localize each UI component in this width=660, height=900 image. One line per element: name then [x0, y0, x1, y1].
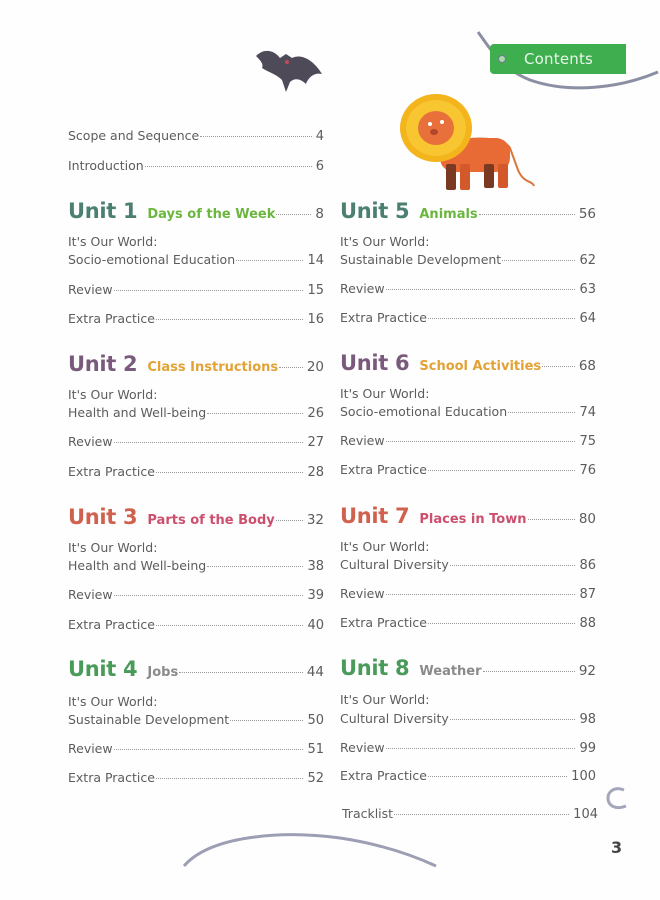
toc-entry-introduction[interactable]	[68, 158, 324, 174]
unit-title: Class Instructions	[147, 360, 279, 375]
entry-page: 52	[307, 771, 324, 786]
toc-unit-3-heading[interactable]	[68, 505, 324, 529]
toc-unit-4-heading[interactable]	[68, 657, 324, 681]
entry-label: Extra Practice	[340, 615, 427, 630]
toc-entry-unit-6-extra[interactable]	[340, 462, 596, 478]
unit-page: 44	[306, 664, 324, 680]
unit-number: Unit 1	[68, 199, 138, 223]
unit-title: Days of the Week	[147, 207, 276, 222]
entry-page: 26	[307, 406, 324, 421]
entry-page: 98	[579, 712, 596, 727]
unit-number: Unit 5	[340, 199, 410, 223]
unit-page: 32	[306, 512, 324, 528]
leader-dots	[207, 413, 303, 414]
unit-title: School Activities	[419, 359, 542, 374]
toc-entry-tracklist[interactable]	[342, 806, 598, 822]
contents-tab	[490, 44, 626, 74]
entry-label: Review	[340, 433, 385, 448]
entry-label: Tracklist	[342, 806, 394, 821]
entry-page: 15	[307, 283, 324, 298]
leader-dots	[179, 672, 303, 673]
its-our-world-label: It's Our World:	[340, 234, 430, 249]
leader-dots	[114, 595, 304, 596]
leader-dots	[230, 720, 303, 721]
unit-number: Unit 4	[68, 657, 138, 681]
entry-page: 51	[307, 742, 324, 757]
entry-label: Extra Practice	[68, 770, 155, 785]
leader-dots	[114, 442, 304, 443]
entry-page: 38	[307, 559, 324, 574]
leader-dots	[428, 776, 567, 777]
its-our-world-label: It's Our World:	[340, 386, 430, 401]
leader-dots	[156, 625, 304, 626]
leader-dots	[200, 136, 312, 137]
toc-entry-unit-4-world[interactable]	[68, 712, 324, 728]
toc-entry-unit-1-world[interactable]	[68, 252, 324, 268]
unit-title: Places in Town	[419, 512, 527, 527]
hook-decoration	[604, 786, 628, 812]
entry-page: 86	[579, 558, 596, 573]
toc-entry-unit-7-world[interactable]	[340, 557, 596, 573]
leader-dots	[279, 367, 303, 368]
entry-label: Review	[340, 281, 385, 296]
leader-dots	[542, 366, 575, 367]
toc-entry-unit-6-world[interactable]	[340, 404, 596, 420]
toc-entry-unit-3-review[interactable]	[68, 587, 324, 603]
entry-page: 88	[579, 616, 596, 631]
toc-unit-8-heading[interactable]	[340, 656, 596, 680]
entry-label: Extra Practice	[340, 768, 427, 783]
leader-dots	[528, 519, 575, 520]
entry-page: 40	[307, 618, 324, 633]
entry-label: Extra Practice	[68, 617, 155, 632]
toc-unit-1-heading[interactable]	[68, 199, 324, 223]
leader-dots	[483, 671, 575, 672]
leader-dots	[386, 594, 576, 595]
unit-title: Weather	[419, 664, 482, 679]
toc-entry-unit-5-world[interactable]	[340, 252, 596, 268]
entry-page: 64	[579, 311, 596, 326]
entry-label: Scope and Sequence	[68, 128, 200, 143]
unit-number: Unit 6	[340, 351, 410, 375]
leader-dots	[114, 290, 304, 291]
unit-number: Unit 2	[68, 352, 138, 376]
toc-entry-unit-8-extra[interactable]	[340, 768, 596, 784]
its-our-world-label: It's Our World:	[340, 692, 430, 707]
leader-dots	[207, 566, 303, 567]
toc-entry-unit-8-review[interactable]	[340, 740, 596, 756]
its-our-world-label: It's Our World:	[68, 694, 158, 709]
leader-dots	[156, 319, 304, 320]
entry-label: Introduction	[68, 158, 144, 173]
leader-dots	[276, 520, 303, 521]
unit-number: Unit 3	[68, 505, 138, 529]
leader-dots	[428, 623, 576, 624]
page-number: 3	[611, 838, 623, 857]
entry-label: Socio-emotional Education	[340, 404, 508, 419]
unit-title: Parts of the Body	[147, 513, 275, 528]
unit-page: 56	[578, 206, 596, 222]
entry-label: Cultural Diversity	[340, 557, 449, 572]
toc-entry-unit-2-review[interactable]	[68, 434, 324, 450]
entry-page: 104	[573, 807, 598, 822]
entry-label: Health and Well-being	[68, 405, 207, 420]
entry-page: 28	[307, 465, 324, 480]
toc-entry-unit-7-review[interactable]	[340, 586, 596, 602]
leader-dots	[156, 778, 304, 779]
entry-label: Review	[68, 434, 113, 449]
toc-entry-unit-4-extra[interactable]	[68, 770, 324, 786]
swoosh-decoration	[180, 826, 440, 870]
unit-page: 92	[578, 663, 596, 679]
toc-entry-unit-5-review[interactable]	[340, 281, 596, 297]
tab-hole-icon	[498, 55, 506, 63]
toc-unit-2-heading[interactable]	[68, 352, 324, 376]
entry-page: 27	[307, 435, 324, 450]
toc-entry-scope[interactable]	[68, 128, 324, 144]
toc-unit-7-heading[interactable]	[340, 504, 596, 528]
unit-page: 20	[306, 359, 324, 375]
its-our-world-label: It's Our World:	[68, 540, 158, 555]
toc-entry-unit-1-extra[interactable]	[68, 311, 324, 327]
entry-page: 87	[579, 587, 596, 602]
entry-label: Review	[68, 587, 113, 602]
entry-label: Sustainable Development	[340, 252, 502, 267]
leader-dots	[386, 748, 576, 749]
leader-dots	[479, 214, 575, 215]
entry-page: 50	[307, 713, 324, 728]
entry-label: Review	[68, 282, 113, 297]
entry-page: 99	[579, 741, 596, 756]
leader-dots	[502, 260, 575, 261]
unit-page: 80	[578, 511, 596, 527]
toc-entry-unit-8-world[interactable]	[340, 711, 596, 727]
leader-dots	[450, 565, 576, 566]
leader-dots	[394, 814, 569, 815]
entry-page: 14	[307, 253, 324, 268]
leader-dots	[156, 472, 304, 473]
toc-entry-unit-1-review[interactable]	[68, 282, 324, 298]
unit-page: 8	[315, 206, 324, 222]
leader-dots	[428, 470, 576, 471]
entry-label: Cultural Diversity	[340, 711, 449, 726]
leader-dots	[450, 719, 576, 720]
unit-page: 68	[578, 358, 596, 374]
leader-dots	[114, 749, 304, 750]
entry-label: Extra Practice	[340, 310, 427, 325]
toc-entry-unit-3-extra[interactable]	[68, 617, 324, 633]
entry-page: 74	[579, 405, 596, 420]
its-our-world-label: It's Our World:	[68, 387, 158, 402]
entry-label: Review	[340, 586, 385, 601]
contents-tab-label: Contents	[524, 50, 594, 68]
entry-label: Extra Practice	[68, 311, 155, 326]
toc-entry-unit-5-extra[interactable]	[340, 310, 596, 326]
toc-entry-unit-2-world[interactable]	[68, 405, 324, 421]
entry-page: 6	[315, 159, 324, 174]
lion-illustration	[398, 92, 538, 192]
entry-page: 39	[307, 588, 324, 603]
entry-label: Review	[340, 740, 385, 755]
entry-label: Review	[68, 741, 113, 756]
leader-dots	[276, 214, 311, 215]
entry-page: 16	[307, 312, 324, 327]
toc-entry-unit-6-review[interactable]	[340, 433, 596, 449]
unit-title: Jobs	[147, 665, 179, 680]
toc-unit-6-heading[interactable]	[340, 351, 596, 375]
entry-label: Extra Practice	[68, 464, 155, 479]
toc-unit-5-heading[interactable]	[340, 199, 596, 223]
bat-illustration	[252, 44, 328, 94]
leader-dots	[386, 441, 576, 442]
its-our-world-label: It's Our World:	[68, 234, 158, 249]
toc-entry-unit-4-review[interactable]	[68, 741, 324, 757]
entry-page: 76	[579, 463, 596, 478]
toc-entry-unit-7-extra[interactable]	[340, 615, 596, 631]
its-our-world-label: It's Our World:	[340, 539, 430, 554]
leader-dots	[508, 412, 575, 413]
entry-label: Health and Well-being	[68, 558, 207, 573]
unit-number: Unit 8	[340, 656, 410, 680]
entry-page: 63	[579, 282, 596, 297]
entry-page: 75	[579, 434, 596, 449]
leader-dots	[386, 289, 576, 290]
leader-dots	[428, 318, 576, 319]
entry-page: 4	[315, 129, 324, 144]
unit-title: Animals	[419, 207, 478, 222]
entry-page: 62	[579, 253, 596, 268]
entry-label: Socio-emotional Education	[68, 252, 236, 267]
toc-entry-unit-2-extra[interactable]	[68, 464, 324, 480]
entry-label: Extra Practice	[340, 462, 427, 477]
unit-number: Unit 7	[340, 504, 410, 528]
entry-page: 100	[571, 769, 596, 784]
entry-label: Sustainable Development	[68, 712, 230, 727]
toc-entry-unit-3-world[interactable]	[68, 558, 324, 574]
leader-dots	[236, 260, 303, 261]
leader-dots	[145, 166, 312, 167]
